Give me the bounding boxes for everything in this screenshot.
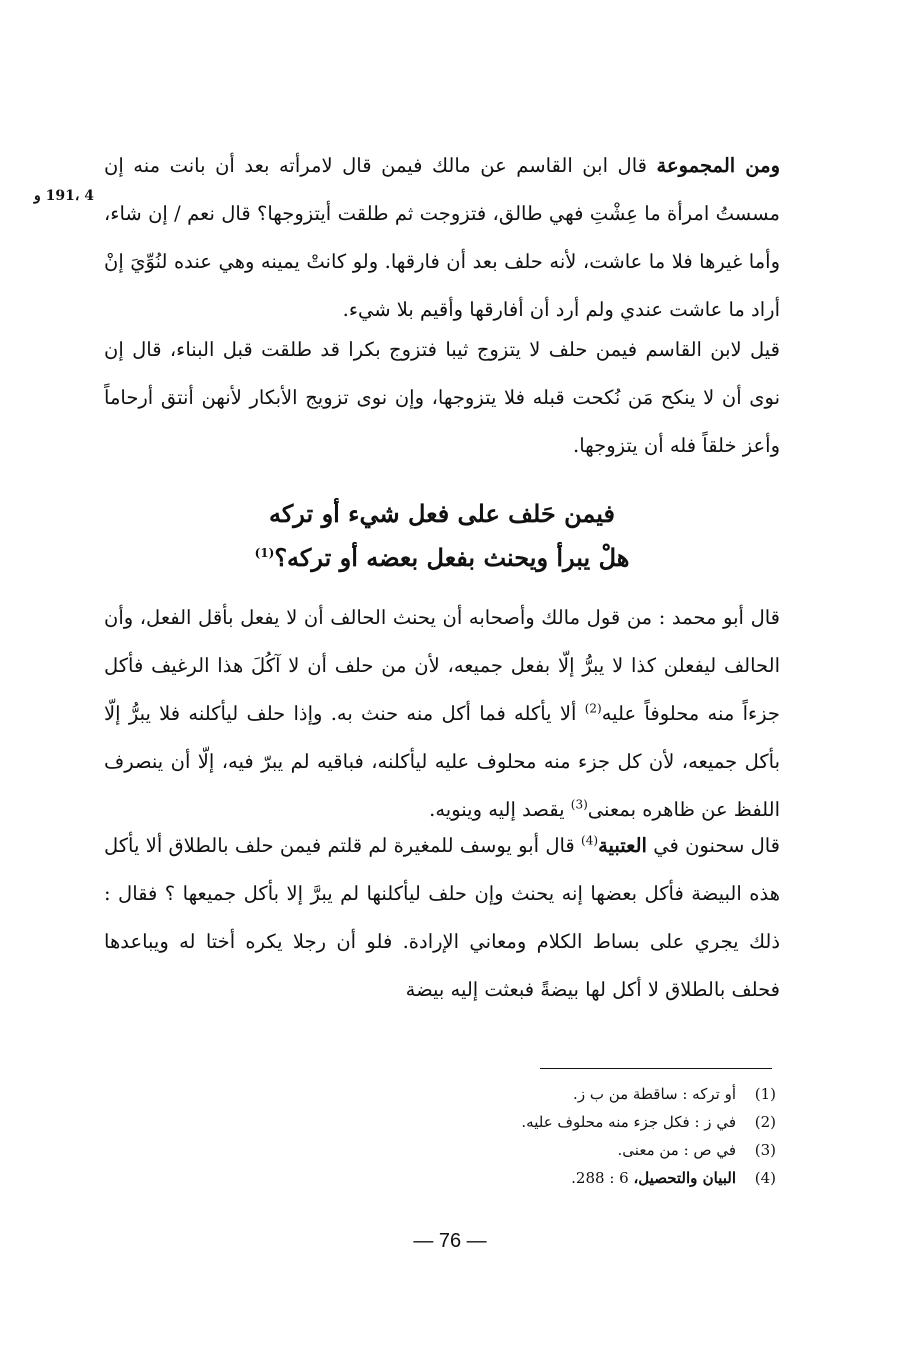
footnotes: [300, 1080, 776, 1192]
footnote-item: [300, 1080, 776, 1108]
footnote-ref-2: (2): [584, 701, 602, 716]
footnote-text: في ز : فكل جزء منه محلوف عليه.: [521, 1113, 736, 1131]
paragraph-4-text-b: قال أبو يوسف للمغيرة لم قلتم فيمن حلف بالطلاق ألا يأكل هذه البيضة فأكل بعضها إنه يحنث وإن حلف ليأكلنها لم يبرَّ إلا بأكل جميعها ؟ فقال : ذلك يجري على بساط الكلام ومعاني الإرادة. فلو أن رجلا يكره أختا له ويباعدها فحلف بالطلاق لا أكل لها بيضةً فبعثت إليه بيضة: [104, 834, 780, 1001]
paragraph-4-text-a: قال سحنون في: [646, 834, 780, 857]
paragraph-3-text-c: يقصد إليه وينويه.: [429, 798, 571, 821]
footnote-divider: [540, 1068, 772, 1069]
footnote-item: [300, 1108, 776, 1136]
footnote-number: (2): [754, 1113, 776, 1131]
footnote-item: [300, 1164, 776, 1192]
footnote-text: أو تركه : ساقطة من ب ز.: [573, 1085, 736, 1103]
paragraph-1-text: قال ابن القاسم عن مالك فيمن قال لامرأته بعد أن بانت منه إن مسستُ امرأة ما عِشْتِ فهي طالق، فتزوجت ثم طلقت أيتزوجها؟ قال نعم / إن شاء، وأما غيرها فلا ما عاشت، لأنه حلف بعد أن فارقها. ولو كانتْ يمينه وهي عنده لنُوِّيَ إنْ أراد ما عاشت عندي ولم أرد أن أفارقها وأقيم بلا شيء.: [104, 154, 780, 321]
footnote-ref-4: (4): [581, 833, 599, 848]
page-number: — 76 —: [413, 1230, 487, 1252]
paragraph-4: [104, 822, 780, 1014]
paragraph-3: [104, 594, 780, 834]
section-heading-line-2: [104, 534, 780, 582]
paragraph-3-text-b: ألا يأكله فما أكل منه حنث به. وإذا حلف ليأكلنه فلا يبرُّ إلّا بأكل جميعه، لأن كل جزء منه محلوف عليه ليأكلنه، فباقيه لم يبرّ فيه، إلّا أن ينصرف اللفظ عن ظاهره بمعنى: [104, 702, 780, 821]
section-heading-line-2-text: هلْ يبرأ ويحنث بفعل بعضه أو تركه؟: [274, 543, 630, 572]
paragraph-2-text: قيل لابن القاسم فيمن حلف لا يتزوج ثيبا فتزوج بكرا قد طلقت قبل البناء، قال إن نوى أن لا ينكح مَن نُكحت قبله فلا يتزوجها، وإن نوى تزويج الأبكار لأنهن أنتق أرحاماً وأعز خلقاً فله أن يتزوجها.: [104, 338, 780, 457]
source-name-bold: ومن المجموعة: [656, 154, 781, 177]
source-title-bold: العتبية: [598, 834, 647, 857]
footnote-number: (4): [754, 1169, 776, 1187]
footnote-text: في ص : من معنى.: [617, 1141, 736, 1159]
paragraph-3-text-a: قال أبو محمد : من قول مالك وأصحابه أن يحنث الحالف أن لا يفعل بأقل الفعل، وأن الحالف ليفعلن كذا لا يبرُّ إلّا بفعل جميعه، لأن من حلف أن لا آكُلَ هذا الرغيف فأكل جزءاً منه محلوفاً عليه: [104, 606, 780, 725]
footnote-source-rest: 6 : 288.: [571, 1169, 634, 1187]
margin-folio-note: 4 ،191 و: [33, 188, 94, 204]
footnote-source-bold: البيان والتحصيل،: [633, 1169, 736, 1187]
section-heading-line-1: فيمن حَلف على فعل شيء أو تركه: [269, 499, 615, 528]
paragraph-1: [104, 142, 780, 334]
footnote-number: (1): [754, 1085, 776, 1103]
footnote-item: [300, 1136, 776, 1164]
footnote-ref-1: (1): [254, 546, 275, 560]
footnote-ref-3: (3): [570, 797, 588, 812]
footnote-text: [571, 1164, 736, 1192]
footnote-number: (3): [754, 1141, 776, 1159]
paragraph-2: [104, 326, 780, 470]
